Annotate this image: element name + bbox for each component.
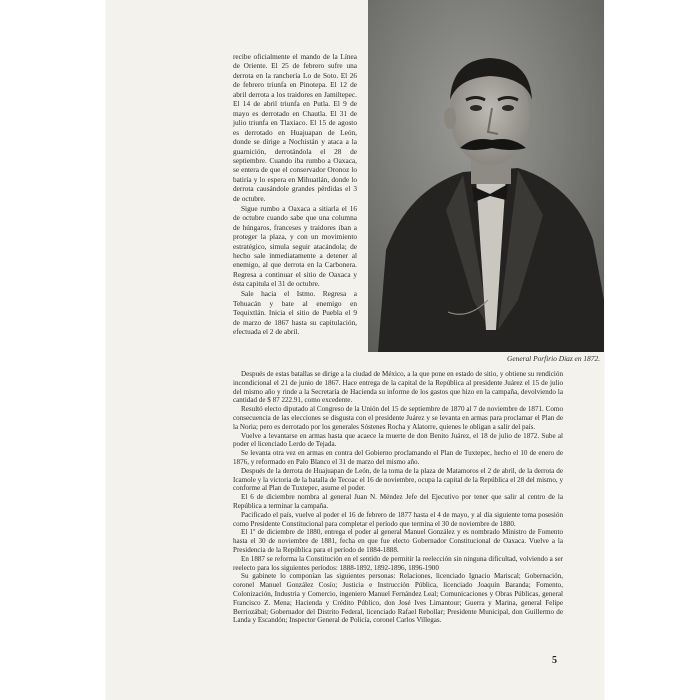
body-paragraph: Pacificado el país, vuelve al poder el 16 de febrero de 1877 hasta el 4 de mayo, y al día siguiente toma posesión como Presidente Constitucional para completar el período que termina el 30 de noviembre de 1880. <box>233 510 563 528</box>
photo-caption: General Porfirio Díaz en 1872. <box>507 354 600 363</box>
body-paragraph: Se levanta otra vez en armas en contra del Gobierno proclamando el Plan de Tuxtepec, hecho el 10 de enero de 1876, y reformado en Palo Blanco el 31 de marzo del mismo año. <box>233 449 563 466</box>
column-paragraph: Sale hacia el Istmo. Regresa a Tehuacán y bate al enemigo en Tequixtlán. Inicia el sitio de Puebla el 9 de marzo de 1867 hasta su capitulación, efectuada el 2 de abril. <box>233 289 357 337</box>
body-paragraph: El 6 de diciembre nombra al general Juan N. Méndez Jefe del Ejecutivo por tener que salir al centro de la República a terminar la campaña. <box>233 493 563 510</box>
column-paragraph: Sigue rumbo a Oaxaca a sitiarla el 16 de octubre cuando sabe que una columna de húngaros, franceses y traidores iban a proteger la plaza, y con un movimiento estratégico, simula seguir atacándola; de hecho sale inmediatamente a detener al enemigo, al que derrota en la Carbonera. Regresa a continuar el sitio de Oaxaca y ésta capitula el 31 de octubre. <box>233 203 357 289</box>
body-paragraph: Después de la derrota de Huajuapan de León, de la toma de la plaza de Matamoros el 2 de abril, de la derrota de Icamole y la victoria de la batalla de Tecoac el 16 de noviembre, ocupa la capital de la República el 28 del mismo, y conforme al Plan de Tuxtepec, asume el poder. <box>233 466 563 493</box>
body-paragraph: Resultó electo diputado al Congreso de la Unión del 15 de septiembre de 1870 al 7 de noviembre de 1871. Como consecuencia de las elecciones se disgusta con el presidente Juárez y se levanta en armas para proclamar el Plan de la Noria; pero es derrotado por los generales Sóstenes Rocha y Alatorre, quienes le obligan a salir del país. <box>233 405 563 431</box>
body-paragraph: El 1º de diciembre de 1880, entrega el poder al general Manuel González y es nombrado Ministro de Fomento hasta el 30 de noviembre de 1881, fecha en que fue electo Gobernador Constitucional de Oaxaca. Vuelve a la Presidencia de la República para el período de 1884-1888. <box>233 528 563 554</box>
column-paragraph: recibe oficialmente el mando de la Línea de Oriente. El 25 de febrero sufre una derrota en la ranchería Lo de Soto. El 26 de febrero triunfa en Pinotepa. El 12 de abril derrota a los traidores en Jamiltepec. El 14 de abril triunfa en Putla. El 9 de mayo es derrotado en Chautla. El 31 de julio triunfa en Tlaxiaco. El 15 de agosto es derrotado en Huajuapan de León, donde se dirige a Nochistán y ataca a la guarnición, derrotándola el 28 de septiembre. Cuando iba rumbo a Oaxaca, se entera de que el conservador Oronoz lo batiría y lo espera en Mihuatlán, donde lo derrota causándole grandes pérdidas el 3 de octubre. <box>233 52 357 203</box>
portrait-photo <box>368 0 604 352</box>
body-paragraph: Su gabinete lo componían las siguientes personas: Relaciones, licenciado Ignacio Mariscal; Gobernación, coronel Manuel González Cosío; Justicia e Instrucción Pública, licenciado Joaquín Baranda; Fomento, Colonización, Industria y Comercio, ingeniero Manuel Fernández Leal; Comunicaciones y Obras Públicas, general Francisco Z. Mena; Hacienda y Crédito Público, don José Ives Limantour; Guerra y Marina, general Felipe Berriozábal; Gobernador del Distrito Federal, licenciado Rafael Rebollar; Presidente Municipal, don Guillermo de Landa y Escandón; Inspector General de Policía, coronel Carlos Villegas. <box>233 572 563 625</box>
wide-text-block <box>233 370 563 625</box>
body-paragraph: Después de estas batallas se dirige a la ciudad de México, a la que pone en estado de sitio, y obtiene su rendición incondicional el 21 de junio de 1867. Hace entrega de la capital de la República al presidente Juárez el 15 de julio del mismo año y rinde a la Secretaría de Hacienda su informe de los gastos que hizo en la campaña, devolviendo la cantidad de $ 87 222.91, como excedente. <box>233 370 563 405</box>
page-number: 5 <box>552 655 557 666</box>
body-paragraph: En 1887 se reforma la Constitución en el sentido de permitir la reelección sin ninguna dificultad, volviendo a ser reelecto para los siguientes períodos: 1888-1892, 1892-1896, 1896-1900 <box>233 554 563 572</box>
body-paragraph: Vuelve a levantarse en armas hasta que acaece la muerte de don Benito Juárez, el 18 de julio de 1872. Sube al poder el licenciado Lerdo de Tejada. <box>233 431 563 449</box>
narrow-text-column <box>233 52 357 337</box>
